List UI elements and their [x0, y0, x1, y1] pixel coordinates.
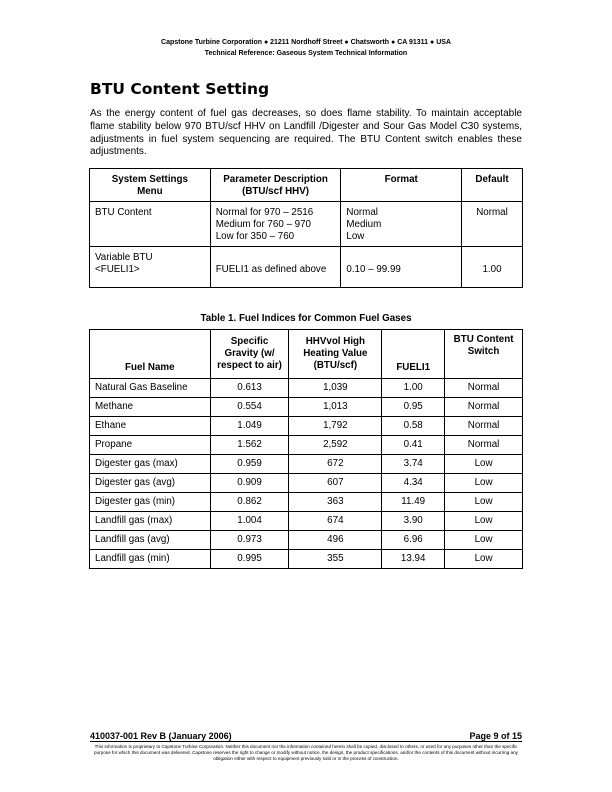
table-cell: 0.613 [210, 379, 289, 398]
table-cell: 13.94 [382, 550, 445, 569]
footer-page-number: Page 9 of 15 [469, 731, 522, 741]
table-row [90, 379, 523, 398]
table-cell: 0.554 [210, 398, 289, 417]
table-cell: 0.959 [210, 455, 289, 474]
table-cell: 3.90 [382, 512, 445, 531]
table-cell: Digester gas (avg) [90, 474, 211, 493]
footer-disclaimer: This information is proprietary to Capstone Turbine Corporation. Neither this document nor the information contained herein shall be copied, disclosed to others, or used for any purposes other than the specific purpose for which this document was delivered. Capstone reserves the right to change or modify without notice, the design, the product specifications, and/or the contents of this document without incurring any obligation either with respect to equipment previously sold or in the process of construction. [94, 744, 518, 761]
table-cell: 6.96 [382, 531, 445, 550]
table-cell: 363 [289, 493, 382, 512]
fuel-header-name: Fuel Name [90, 330, 211, 379]
table-row [90, 474, 523, 493]
table-cell: 0.95 [382, 398, 445, 417]
table-cell: Normal [445, 398, 523, 417]
table-cell: Low [445, 550, 523, 569]
settings-header-default: Default [462, 169, 523, 202]
settings-cell: Normal for 970 – 2516 Medium for 760 – 970 Low for 350 – 760 [210, 202, 341, 247]
fuel-header-row [90, 330, 523, 379]
table-cell: 1,792 [289, 417, 382, 436]
settings-cell: Variable BTU <FUELI1> [90, 247, 211, 288]
section-title: BTU Content Setting [90, 80, 270, 98]
table-cell: 0.862 [210, 493, 289, 512]
table-cell: Low [445, 493, 523, 512]
settings-cell: Normal Medium Low [341, 202, 462, 247]
table-row [90, 398, 523, 417]
table-cell: Low [445, 512, 523, 531]
table-cell: Low [445, 455, 523, 474]
table-cell: Methane [90, 398, 211, 417]
settings-cell: BTU Content [90, 202, 211, 247]
table-cell: 1.562 [210, 436, 289, 455]
fuel-header-hhv: HHVvol High Heating Value (BTU/scf) [289, 330, 382, 379]
settings-header-format: Format [341, 169, 462, 202]
table-row [90, 417, 523, 436]
table-cell: Normal [445, 436, 523, 455]
table-cell: Normal [445, 379, 523, 398]
settings-cell: 1.00 [462, 247, 523, 288]
table-cell: 0.973 [210, 531, 289, 550]
table-cell: Low [445, 474, 523, 493]
table-row [90, 550, 523, 569]
table-row [90, 493, 523, 512]
fuel-header-switch: BTU Content Switch [445, 330, 523, 379]
table-cell: 1.00 [382, 379, 445, 398]
table-cell: Natural Gas Baseline [90, 379, 211, 398]
table-cell: 0.995 [210, 550, 289, 569]
table-cell: Ethane [90, 417, 211, 436]
table-cell: Digester gas (max) [90, 455, 211, 474]
settings-table [89, 168, 523, 288]
table-cell: 1,039 [289, 379, 382, 398]
table-cell: 11.49 [382, 493, 445, 512]
table-row [90, 436, 523, 455]
fuel-table-caption: Table 1. Fuel Indices for Common Fuel Gases [200, 313, 412, 324]
header-company-line: Capstone Turbine Corporation ● 21211 Nordhoff Street ● Chatsworth ● CA 91311 ● USA [161, 39, 451, 46]
table-cell: 672 [289, 455, 382, 474]
table-cell: 674 [289, 512, 382, 531]
table-cell: 0.909 [210, 474, 289, 493]
intro-paragraph: As the energy content of fuel gas decreases, so does flame stability. To maintain acceptable flame stability below 970 BTU/scf HHV on Landfill /Digester and Sour Gas Model C30 systems, adjustments in fuel system sequencing are required. The BTU Content switch enables these adjustments. [90, 108, 522, 158]
settings-cell: Normal [462, 202, 523, 247]
table-row [90, 512, 523, 531]
table-cell: 4.34 [382, 474, 445, 493]
settings-cell: FUELI1 as defined above [210, 247, 341, 288]
footer-document-id: 410037-001 Rev B (January 2006) [90, 731, 232, 741]
table-cell: 607 [289, 474, 382, 493]
header-reference-line: Technical Reference: Gaseous System Technical Information [204, 50, 408, 57]
table-cell: 1.004 [210, 512, 289, 531]
table-row [90, 531, 523, 550]
table-cell: 1,013 [289, 398, 382, 417]
settings-header-parameter: Parameter Description (BTU/scf HHV) [210, 169, 341, 202]
fuel-table [89, 329, 523, 569]
table-cell: Low [445, 531, 523, 550]
table-cell: Normal [445, 417, 523, 436]
fuel-header-fueli1: FUELI1 [382, 330, 445, 379]
table-cell: 1.049 [210, 417, 289, 436]
settings-header-menu: System Settings Menu [90, 169, 211, 202]
page-header [0, 37, 612, 59]
table-cell: 496 [289, 531, 382, 550]
table-cell: Landfill gas (avg) [90, 531, 211, 550]
fuel-header-gravity: Specific Gravity (w/ respect to air) [210, 330, 289, 379]
table-cell: 2,592 [289, 436, 382, 455]
table-row [90, 455, 523, 474]
table-cell: Digester gas (min) [90, 493, 211, 512]
table-cell: 0.41 [382, 436, 445, 455]
table-cell: Landfill gas (max) [90, 512, 211, 531]
table-cell: Propane [90, 436, 211, 455]
footer-divider [90, 741, 522, 742]
settings-header-row [90, 169, 523, 202]
settings-cell: 0.10 – 99.99 [341, 247, 462, 288]
table-cell: 3.74 [382, 455, 445, 474]
settings-row-variable-btu [90, 247, 523, 288]
table-cell: 355 [289, 550, 382, 569]
settings-row-btu-content [90, 202, 523, 247]
table-cell: 0.58 [382, 417, 445, 436]
table-cell: Landfill gas (min) [90, 550, 211, 569]
